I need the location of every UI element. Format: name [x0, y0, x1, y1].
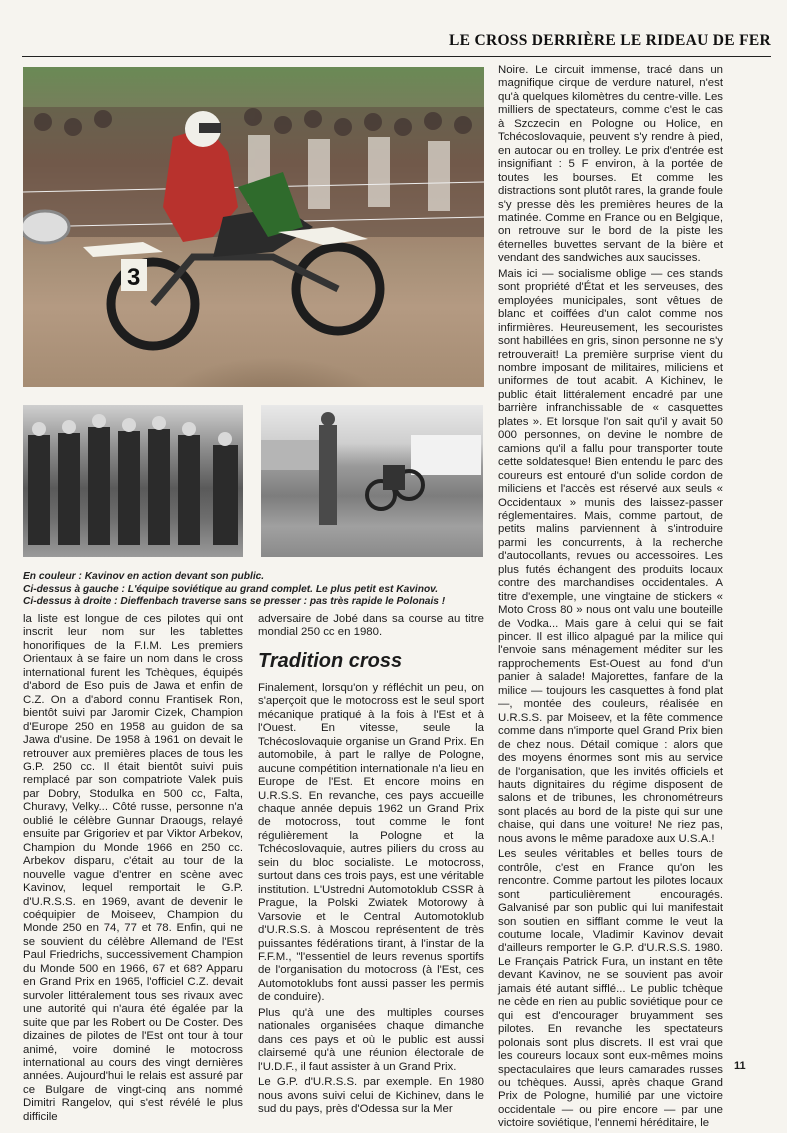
caption-line: Ci-dessus à droite : Dieffenbach traverse sans se presser : pas très rapide le Polonais !: [23, 596, 446, 608]
team-group-photo-icon: [23, 405, 243, 557]
header-rule: [22, 56, 771, 57]
column-1: [23, 613, 243, 1126]
paragraph: Mais ici — socialisme oblige — ces stands sont propriété d'État et les serveuses, des employées municipales, sont vêtues de blanc et coiffées d'un calot comme nos infirmières. Heureusement, les secouristes sont habillées en gris, sinon personne ne s'y retrouverait! La première surprise vient du nombre imposant de militaires, miliciens et uniformes de tout acabit. A Kichinev, le public était littéralement encadré par une barrière infranchissable de « casquettes plates ». Et lorsque l'on sait qu'il y avait 50 000 personnes, on devine le nombre de camions qu'il a fallu pour transporter toute cette soldatesque! Bien entendu le parc des coureurs est entouré d'un solide cordon de miliciens et l'accès est réservé aux seuls « Occidentaux » munis des laissez-passer réglementaires. Mais, comme partout, de petits malins parviennent à s'introduire parmi les concurrents, à la recherche d'autocollants, revues ou accessoires. Les plus futés échangent des produits locaux contre des marchandises occidentales. A titre d'exemple, une vingtaine de stickers « Moto Cross 80 » nous ont valu une bouteille de Vodka... Mais gare à celui qui se fait pincer. Il est illico alpagué par la milice qui l'envoie sans ménagement méditer sur les rapprochements Est-Ouest au fond d'un panier à salade! Majorettes, fanfare de la milice — toujours les casquettes à fond plat —, montée des couleurs, réalisée en U.R.S.S. par Moiseev, et la fête commence comme dans n'importe quel Grand Prix bien de chez nous. Détail comique : alors que des moyens énormes sont mis au service de l'organisation, que les invités officiels et hauts dignitaires du régime disposent de salons et de tribunes, les chronométreurs sont placés au bord de la piste qui sur une chaise, qui dans une voiture! Ne riez pas, nous avons le même paradoxe aux U.S.A.!: [498, 267, 723, 845]
photo-caption: [23, 571, 488, 609]
paragraph: Noire. Le circuit immense, tracé dans un magnifique cirque de verdure naturel, n'est qu'à quelques kilomètres du centre-ville. Les milliers de spectateurs, comme c'est le cas à Szczecin en Pologne ou Holice, en Tchécoslovaquie, peuvent s'y rendre à pied, en autocar ou en trolley. Le prix d'entrée est insignifiant : 5 F environ, à la portée de toutes les bourses. Et comme les distractions sont plutôt rares, la grande foule s'y presse dès les premières heures de la matinée. Comme en France ou en Belgique, on retrouve sur le bord de la piste les éternelles buvettes servant de la bière et vendant des sandwiches aux saucisses.: [498, 64, 723, 265]
paragraph: Plus qu'à une des multiples courses nationales organisées chaque dimanche dans ces pays et où le public est aussi clairsemé qu'à une réunion électorale de l'U.D.F., il faut assister à un Grand Prix.: [258, 1006, 484, 1073]
caption-line: Ci-dessus à gauche : L'équipe soviétique au grand complet. Le plus petit est Kavinov.: [23, 583, 439, 595]
paragraph: Le G.P. d'U.R.S.S. par exemple. En 1980 nous avons suivi celui de Kichinev, dans le sud du pays, près d'Odessa sur la Mer: [258, 1076, 484, 1115]
paragraph: adversaire de Jobé dans sa course au titre mondial 250 cc en 1980.: [258, 613, 484, 639]
column-3: [498, 64, 723, 1133]
rider-track-photo: [261, 405, 483, 557]
motocross-rider-photo-icon: [23, 67, 484, 387]
bib-number: 3: [127, 264, 141, 291]
column-2: [258, 613, 484, 1118]
rider-on-track-photo-icon: [261, 405, 483, 557]
page-number: 11: [734, 1060, 746, 1072]
caption-line: En couleur : Kavinov en action devant son public.: [23, 571, 265, 582]
paragraph: Les seules véritables et belles tours de contrôle, c'est en France qu'on les rencontre. Comme partout les pilotes locaux sont particulièrement encouragés. Galvanisé par son public qui lui manifestait son soutien en sifflant comme le veut la coutume locale, Vladimir Kavinov devait d'ailleurs remporter le G.P. d'U.R.S.S. 1980. Le Français Patrick Fura, un instant en tête devant Kavinov, ne se souvient pas avoir jamais été autant sifflé... Le public tchèque ne cède en rien au public soviétique pour ce qui est d'encourager bruyamment ses pilotes. En revanche les spectateurs polonais sont plus discrets. Il est vrai que les coureurs locaux sont eux-mêmes moins spectaculaires que leurs camarades russes ou tchèques. Aussi, après chaque Grand Prix de Pologne, humilié par une victoire occidentale — ou pire encore — par une victoire soviétique, l'ennemi héréditaire, le: [498, 848, 723, 1130]
running-header: LE CROSS DERRIÈRE LE RIDEAU DE FER: [449, 32, 771, 49]
paragraph: Finalement, lorsqu'on y réfléchit un peu, on s'aperçoit que le motocross est le seul sport mécanique pratiqué à la fois à l'Est et à l'Ouest. En vitesse, seule la Tchécoslovaquie organise un Grand Prix. En automobile, à part le rallye de Pologne, aucune compétition internationale n'a lieu en Europe de l'Est. Et encore moins en U.R.S.S. En revanche, ces pays accueille chaque année depuis 1962 un Grand Prix de motocross, tout comme le font régulièrement la Pologne et la Tchécoslovaquie, autres piliers du cross au sein du bloc socialiste. Le motocross, surtout dans ces trois pays, est une véritable institution. L'Ustredni Automotoklub CSSR à Prague, la Polski Zwiatek Motorowy à Varsovie et le Central Automotoklub d'U.R.S.S. à Moscou représentent de très puissantes fédérations tirant, à l'instar de la F.F.M., "l'essentiel de leurs revenus sportifs de l'organisation du motocross (à l'Est, ces Automotoklubs font aussi passer les permis de conduire).: [258, 681, 484, 1004]
section-subhead: Tradition cross: [258, 649, 403, 672]
paragraph: la liste est longue de ces pilotes qui ont inscrit leur nom sur les tablettes honorifiques de la F.I.M. Les premiers Orientaux à se faire un nom dans le cross international furent les Tchèques, équipés d'abord de Eso puis de Jawa et enfin de C.Z. On a d'abord connu Frantisek Ron, bientôt suivi par Jaromir Cizek, Champion d'Europe 250 en 1958 au guidon de sa Jawa d'usine. De 1958 à 1961 on devait le retrouver aux premières places de tous les G.P. 250 cc. Il était bientôt suivi puis remplacé par son compatriote Valek puis par Dobry, Stodulka en 500 cc, Falta, Churavy, Velky... Côté russe, personne n'a oublié le célèbre Gunnar Draougs, relayé ensuite par Grigoriev et par Viktor Arbekov, Champion du Monde 1966 en 250 cc. Arbekov disparu, c'était au tour de la nouvelle vague d'entrer en scène avec Kavinov, lequel remportait le G.P. d'U.R.S.S. en 1969, avant de devenir le coéquipier de Moiseev, Champion du Monde 250 en 74, 77 et 78. Enfin, qui ne se souvient du célèbre Allemand de l'Est Paul Friedrichs, successivement Champion du Monde 500 en 1966, 67 et 68? Apparu en Grand Prix en 1965, l'officiel C.Z. devait survoler littéralement tous ses rivaux avec une autorité qui n'aura été égalée par la suite que par les Robert ou De Coster. Des dizaines de pilotes de l'Est ont tour à tour animé, voire dominé le motocross international au cours des vingt dernières années. Aujourd'hui le relais est assuré par ce Bulgare de vingt-cinq ans nommé Dimitri Rangelov, qui s'est révélé le plus difficile: [23, 613, 243, 1123]
main-photo: [23, 67, 484, 387]
team-photo: [23, 405, 243, 557]
